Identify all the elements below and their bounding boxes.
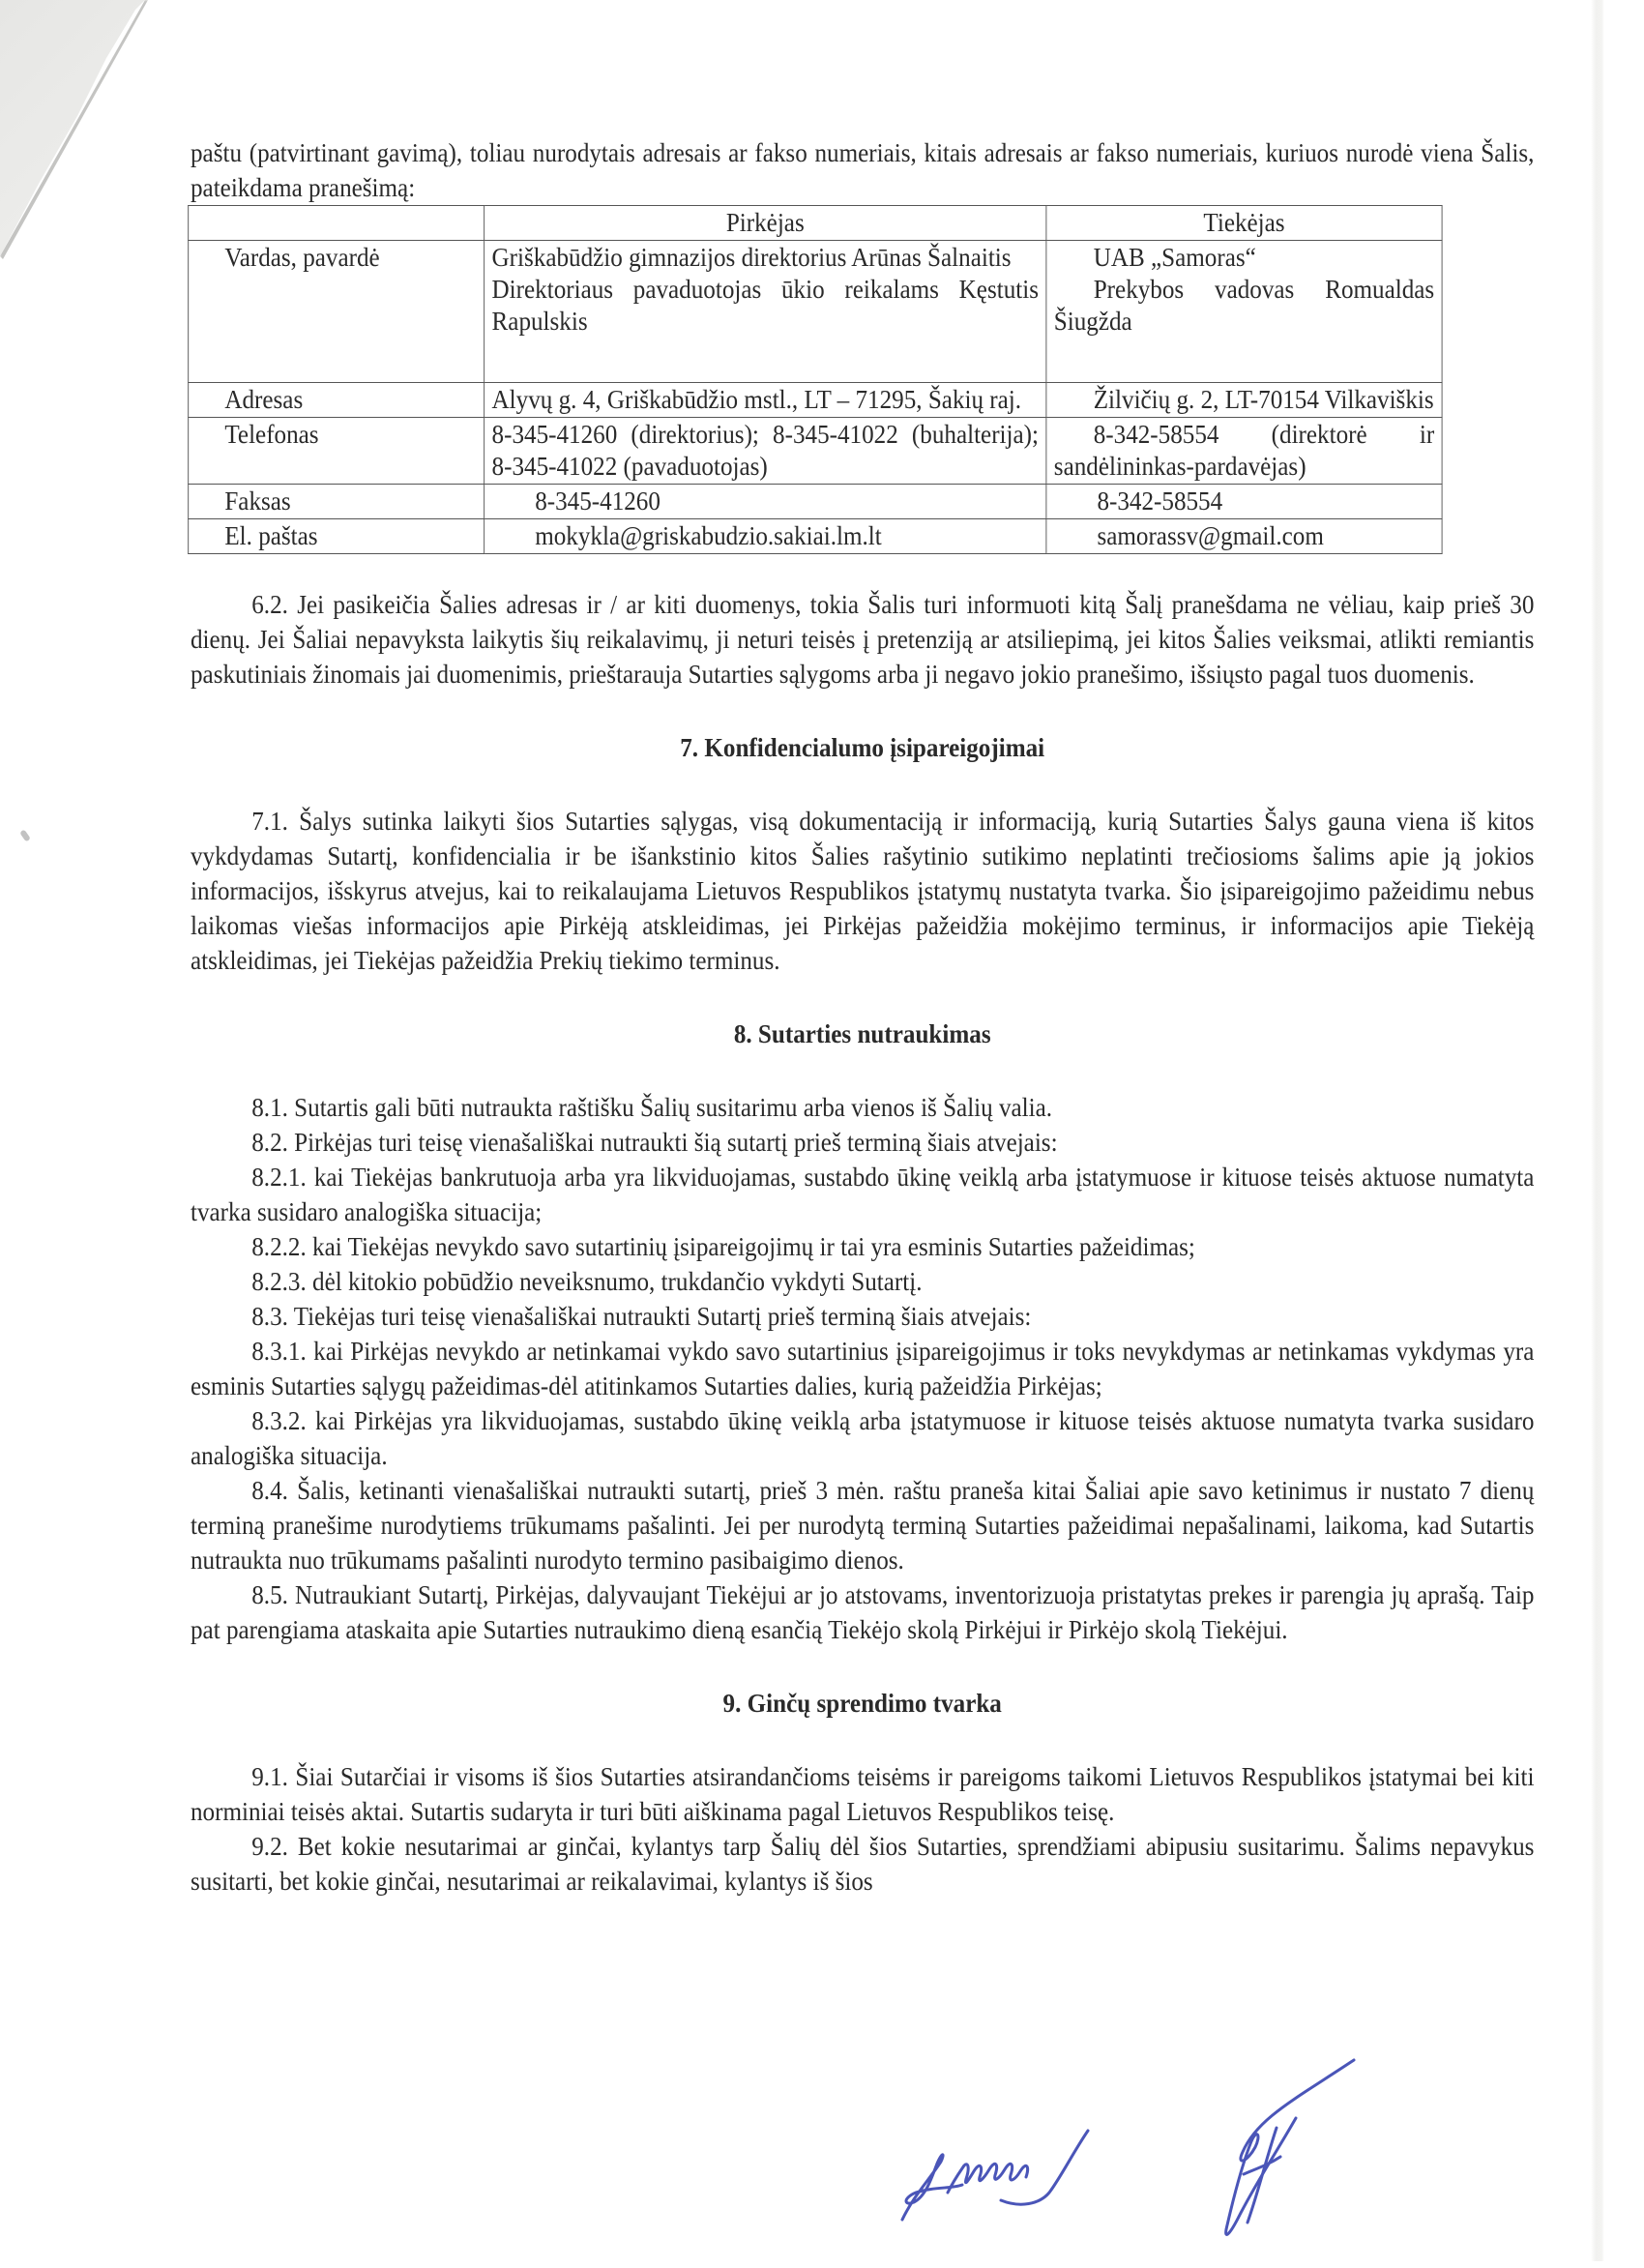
table-row — [189, 418, 1442, 485]
buyer-signature — [895, 2104, 1146, 2234]
buyer-signature-icon — [895, 2104, 1146, 2229]
supplier-cell — [1046, 418, 1442, 485]
intro-paragraph: paštu (patvirtinant gavimą), toliau nurodytais adresais ar fakso numeriais, kitais adresais ar fakso numeriais, kuriuos nurodė viena Šalis, pateikdama pranešimą: — [191, 138, 1535, 202]
scan-speck — [19, 829, 31, 841]
clause-8-3: 8.3. Tiekėjas turi teisę vienašališkai nutraukti Sutartį prieš terminą šiais atvejais: — [251, 1302, 1032, 1331]
buyer-address: Alyvų g. 4, Griškabūdžio mstl., LT – 71295, Šakių raj. — [491, 385, 1022, 414]
buyer-cell — [484, 241, 1046, 383]
row-label: El. paštas — [189, 519, 484, 554]
table-row — [189, 383, 1442, 418]
supplier-cell — [1046, 383, 1442, 418]
supplier-signature-icon — [1151, 2060, 1373, 2263]
clause-8-1: 8.1. Sutartis gali būti nutraukta raštišku Šalių susitarimu arba vienos iš Šalių valia. — [251, 1093, 1053, 1122]
row-label: Vardas, pavardė — [189, 241, 484, 383]
buyer-fax: 8-345-41260 — [484, 485, 1046, 519]
supplier-phone: 8-342-58554 (direktorė ir sandėlininkas-pardavėjas) — [1053, 420, 1435, 481]
clause-8-5: 8.5. Nutraukiant Sutartį, Pirkėjas, dalyvaujant Tiekėjui ar jo atstovams, inventorizuoja pristatytas prekes ir parengia jų aprašą. Taip pat parengiama ataskaita apie Sutarties nutraukimo dieną esančią Tiekėjo skolą Pirkėjui ir Pirkėjo skolą Tiekėjui. — [191, 1580, 1535, 1644]
header-cell-buyer: Pirkėjas — [484, 206, 1046, 241]
table-row — [189, 485, 1442, 519]
document-page — [191, 135, 1535, 1899]
clause-7-1: 7.1. Šalys sutinka laikyti šios Sutarties sąlygas, visą dokumentaciją ir informaciją, kurią Sutarties Šalys gauna viena iš kitos vykdydamas Sutartį, konfidencialia ir be išankstinio kitos Šalies rašytinio sutikimo neplatinti trečiosioms šalims apie ją jokios informacijos, išskyrus atvejus, kai to reikalaujama Lietuvos Respublikos įstatymų nustatyta tvarka. Šio įsipareigojimo pažeidimu nebus laikomas viešas informacijos apie Pirkėją atskleidimas, jei Pirkėjas pažeidžia mokėjimo terminus, ir informacijos apie Tiekėją atskleidimas, jei Tiekėjas pažeidžia Prekių tiekimo terminus. — [191, 807, 1535, 975]
scan-edge-strip — [1591, 0, 1604, 2261]
clause-8-3-2: 8.3.2. kai Pirkėjas yra likviduojamas, sustabdo ūkinę veiklą arba įstatymuose ir kituose teisės aktuose numatyta tvarka susidaro analogiška situacija. — [191, 1406, 1535, 1470]
clause-8-2-3: 8.2.3. dėl kitokio pobūdžio neveiksnumo, trukdančio vykdyti Sutartį. — [251, 1267, 923, 1296]
row-label: Telefonas — [189, 418, 484, 485]
section-7-heading: 7. Konfidencialumo įsipareigojimai — [680, 733, 1045, 762]
section-9-heading: 9. Ginčų sprendimo tvarka — [722, 1689, 1002, 1718]
section-8-heading: 8. Sutarties nutraukimas — [733, 1019, 991, 1048]
header-cell-empty — [189, 206, 484, 241]
clause-6-2: 6.2. Jei pasikeičia Šalies adresas ir / ar kiti duomenys, tokia Šalis turi informuoti kitą Šalį pranešdama ne vėliau, kaip prieš 30 dienų. Jei Šaliai nepavyksta laikytis šių reikalavimų, ji neturi teisės į pretenziją ar atsiliepimą, jei kitos Šalies veiksmai, atlikti remiantis paskutiniais žinomais jai duomenimis, prieštarauja Sutarties sąlygoms arba ji negavo jokio pranešimo, išsiųsto pagal tuos duomenis. — [191, 590, 1535, 689]
clause-8-4: 8.4. Šalis, ketinanti vienašališkai nutraukti sutartį, prieš 3 mėn. raštu praneša kitai Šaliai apie savo ketinimus ir nustato 7 dienų terminą pranešime nurodytiems trūkumams pašalinti. Jei per nurodytą terminą Sutarties pažeidimai nepašalinami, laikoma, kad Sutartis nutraukta nuo trūkumams pašalinti nurodyto termino pasibaigimo dienos. — [191, 1476, 1535, 1575]
clause-8-2: 8.2. Pirkėjas turi teisę vienašališkai nutraukti šią sutartį prieš terminą šiais atvejais: — [251, 1128, 1058, 1157]
buyer-name-line: Griškabūdžio gimnazijos direktorius Arūnas Šalnaitis — [491, 243, 1012, 272]
supplier-name-line: Prekybos vadovas Romualdas Šiugžda — [1053, 275, 1435, 336]
buyer-email: mokykla@griskabudzio.sakiai.lm.lt — [484, 519, 1046, 554]
table-header-row — [189, 206, 1442, 241]
table-row — [189, 241, 1442, 383]
clause-9-2: 9.2. Bet kokie nesutarimai ar ginčai, kylantys tarp Šalių dėl šios Sutarties, sprendžiami abipusiu susitarimu. Šalims nepavykus susitarti, bet kokie ginčai, nesutarimai ar reikalavimai, kylantys iš šios — [191, 1832, 1535, 1896]
clause-8-2-2: 8.2.2. kai Tiekėjas nevykdo savo sutartinių įsipareigojimų ir tai yra esminis Sutarties pažeidimas; — [251, 1232, 1195, 1261]
row-label: Faksas — [189, 485, 484, 519]
buyer-cell — [484, 418, 1046, 485]
header-cell-supplier: Tiekėjas — [1046, 206, 1442, 241]
supplier-signature — [1151, 2060, 1373, 2268]
clause-8-3-1: 8.3.1. kai Pirkėjas nevykdo ar netinkamai vykdo savo sutartinius įsipareigojimus ir toks nevykdymas ar netinkamas vykdymas yra esminis Sutarties sąlygų pažeidimas-dėl atitinkamos Sutarties dalies, kurią pažeidžia Pirkėjas; — [191, 1337, 1535, 1400]
supplier-name-line: UAB „Samoras“ — [1093, 243, 1256, 272]
buyer-name-line: Direktoriaus pavaduotojas ūkio reikalams Kęstutis Rapulskis — [491, 275, 1039, 336]
supplier-cell — [1046, 241, 1442, 383]
supplier-address: Žilvičių g. 2, LT-70154 Vilkaviškis — [1093, 385, 1434, 414]
supplier-email: samorassv@gmail.com — [1046, 519, 1442, 554]
supplier-fax: 8-342-58554 — [1046, 485, 1442, 519]
page-curl-shadow — [0, 0, 155, 271]
row-label: Adresas — [189, 383, 484, 418]
buyer-cell — [484, 383, 1046, 418]
contacts-table — [188, 205, 1442, 554]
table-row — [189, 519, 1442, 554]
clause-9-1: 9.1. Šiai Sutarčiai ir visoms iš šios Sutarties atsirandančioms teisėms ir pareigoms taikomi Lietuvos Respublikos įstatymai bei kiti norminiai teisės aktai. Sutartis sudaryta ir turi būti aiškinama pagal Lietuvos Respublikos teisę. — [191, 1762, 1535, 1826]
buyer-phone: 8-345-41260 (direktorius); 8-345-41022 (buhalterija); 8-345-41022 (pavaduotojas) — [491, 420, 1039, 481]
clause-8-2-1: 8.2.1. kai Tiekėjas bankrutuoja arba yra likviduojamas, sustabdo ūkinę veiklą arba įstatymuose ir kituose teisės aktuose numatyta tvarka susidaro analogiška situacija; — [191, 1163, 1535, 1226]
